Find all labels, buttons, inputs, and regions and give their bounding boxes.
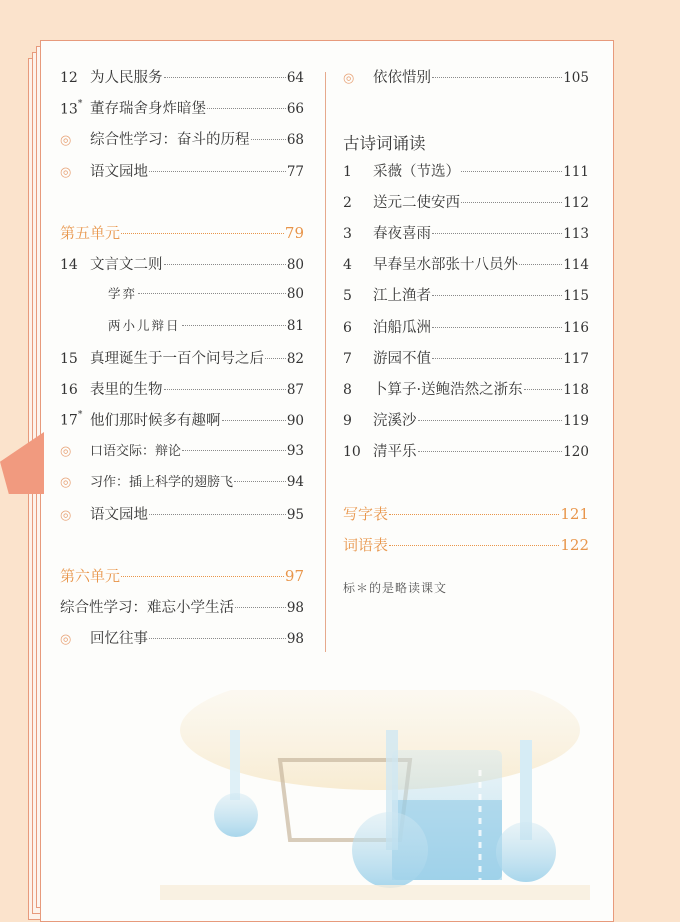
dot-leader [121,233,284,234]
toc-entry[interactable] [343,378,589,409]
page-number: 113 [563,225,589,242]
page-number: 98 [286,600,304,617]
entry-title: 为人民服务 [90,70,163,86]
toc-entry[interactable] [60,347,304,378]
page-number: 120 [563,444,589,461]
dot-leader [149,171,286,172]
dot-leader [164,389,286,390]
dot-leader [164,77,286,78]
dot-leader [432,327,562,328]
toc-entry[interactable] [60,128,304,159]
dot-leader [164,264,286,265]
toc-entry[interactable] [343,440,589,471]
dot-leader [138,293,286,294]
entry-title: 习作：插上科学的翅膀飞 [90,475,234,491]
dot-leader [207,108,286,109]
page-number: 80 [286,286,304,303]
entry-title: 他们那时候多有趣啊 [90,413,221,430]
toc-entry[interactable] [60,627,304,658]
unit-heading[interactable] [343,534,589,565]
page-number: 119 [563,413,589,430]
entry-title: 回忆往事 [90,631,148,648]
page-number: 90 [286,413,304,430]
toc-entry[interactable] [60,440,304,471]
entry-title: 依依惜别 [373,70,431,86]
entry-title: 第五单元 [60,223,121,242]
page-number: 118 [563,381,589,398]
entry-title: 游园不值 [373,350,431,367]
entry-title: 语文园地 [90,163,148,180]
toc-sub-entry[interactable] [60,316,304,347]
entry-title: 学弈 [108,286,138,302]
skim-reading-mark: * [77,410,83,421]
toc-entry[interactable] [60,378,304,409]
lesson-number: 12 [60,70,78,86]
unit-heading[interactable] [343,503,589,534]
entry-title: 浣溪沙 [373,413,417,430]
lesson-number: 8 [343,381,352,398]
toc-entry[interactable] [343,222,589,253]
dot-leader [265,358,286,359]
page-number: 93 [286,443,304,460]
circle-bullet-icon: ◎ [60,133,72,149]
entry-title: 文言文二则 [90,257,163,274]
entry-title: 语文园地 [90,506,148,523]
page-number: 68 [286,132,304,149]
page-number: 116 [563,319,589,336]
skim-reading-mark: * [77,98,83,109]
toc-entry[interactable] [60,596,304,627]
section-spacer [343,471,589,502]
lesson-number: 4 [343,257,352,274]
dot-leader [524,389,563,390]
dot-leader [235,607,286,608]
dot-leader [432,233,562,234]
unit-heading[interactable] [60,222,304,253]
lesson-number: 17* [60,410,83,430]
lesson-number: 13* [60,98,83,118]
toc-entry[interactable] [60,97,304,128]
entry-title: 早春呈水部张十八员外 [373,257,518,274]
entry-title: 卜算子·送鲍浩然之浙东 [373,381,523,398]
lesson-number: 7 [343,350,352,367]
lesson-number: 10 [343,444,361,461]
entry-title: 清平乐 [373,444,417,461]
toc-entry[interactable] [343,347,589,378]
section-spacer [60,191,304,222]
dot-leader [182,450,286,451]
page-number: 97 [284,567,304,585]
circle-bullet-icon: ◎ [60,507,72,523]
entry-title: 采薇（节选） [373,163,460,180]
dot-leader [149,638,286,639]
entry-title: 真理诞生于一百个问号之后 [90,350,264,367]
dot-leader [222,420,286,421]
page-number: 94 [286,474,304,491]
laboratory-glassware-icon [160,690,590,900]
page-number: 82 [286,350,304,367]
page-number: 112 [563,194,589,211]
toc-entry[interactable] [343,191,589,222]
page-number: 122 [560,535,589,554]
page-number: 121 [560,504,589,523]
entry-title: 江上渔者 [373,288,431,305]
dot-leader [418,420,563,421]
dot-leader [182,325,286,326]
entry-title: 两小儿辩日 [108,317,181,333]
bookmark-tab [0,432,44,494]
entry-title: 综合性学习：难忘小学生活 [60,600,234,617]
dot-leader [432,295,562,296]
section-spacer [60,534,304,565]
toc-entry[interactable] [343,253,589,284]
toc-entry[interactable] [60,160,304,191]
page-number: 80 [286,257,304,274]
entry-title: 写字表 [343,504,389,523]
page-number: 114 [563,257,589,274]
section-heading: 古诗词诵读 [343,133,426,153]
unit-heading[interactable] [60,565,304,596]
toc-entry[interactable] [343,409,589,440]
circle-bullet-icon: ◎ [60,444,72,460]
toc-entry[interactable] [60,471,304,502]
lesson-number: 16 [60,381,78,398]
page-number: 87 [286,381,304,398]
toc-entry[interactable] [60,253,304,284]
footnote: 标＊的是略读课文 [343,581,448,595]
toc-sub-entry[interactable] [60,284,304,315]
dot-leader [461,202,562,203]
dot-leader [432,358,562,359]
entry-title: 词语表 [343,535,389,554]
page-number: 95 [286,506,304,523]
dot-leader [519,264,562,265]
dot-leader [461,171,562,172]
lesson-number: 3 [343,225,352,242]
page-number: 111 [563,163,589,180]
left-contents-column [60,66,304,659]
lesson-number: 15 [60,350,78,367]
page-number: 77 [286,163,304,180]
lesson-number: 14 [60,257,78,274]
toc-entry[interactable] [343,66,589,97]
entry-title: 泊船瓜洲 [373,319,431,336]
lesson-number: 5 [343,288,352,305]
dot-leader [389,545,559,546]
toc-entry[interactable] [343,316,589,347]
entry-title: 综合性学习：奋斗的历程 [90,132,250,149]
right-contents-column [343,66,589,596]
dot-leader [121,576,284,577]
lesson-number: 6 [343,319,352,336]
dot-leader [432,77,562,78]
dot-leader [418,451,563,452]
lesson-number: 1 [343,163,352,180]
entry-title: 口语交际：辩论 [90,444,182,460]
circle-bullet-icon: ◎ [60,632,72,648]
toc-entry[interactable] [60,409,304,440]
toc-entry[interactable] [343,160,589,191]
circle-bullet-icon: ◎ [60,475,72,491]
column-divider [325,72,326,652]
entry-title: 送元二使安西 [373,194,460,211]
page-number: 66 [286,101,304,118]
circle-bullet-icon: ◎ [343,71,355,86]
entry-title: 董存瑞舍身炸暗堡 [90,101,206,118]
page-number: 64 [286,70,304,86]
lesson-number: 9 [343,413,352,430]
circle-bullet-icon: ◎ [60,164,72,180]
page-number: 81 [286,317,304,334]
lesson-number: 2 [343,194,352,211]
dot-leader [251,139,286,140]
page-number: 98 [286,631,304,648]
entry-title: 春夜喜雨 [373,225,431,242]
section-spacer [343,97,589,128]
entry-title: 表里的生物 [90,381,163,398]
page-number: 117 [563,350,589,367]
toc-entry[interactable] [60,503,304,534]
page-number: 79 [284,223,304,242]
page-number: 105 [563,70,589,86]
dot-leader [234,481,286,482]
page-number: 115 [563,288,589,305]
dot-leader [149,514,286,515]
toc-entry[interactable] [60,66,304,97]
toc-entry[interactable] [343,284,589,315]
dot-leader [389,514,559,515]
entry-title: 第六单元 [60,567,121,585]
